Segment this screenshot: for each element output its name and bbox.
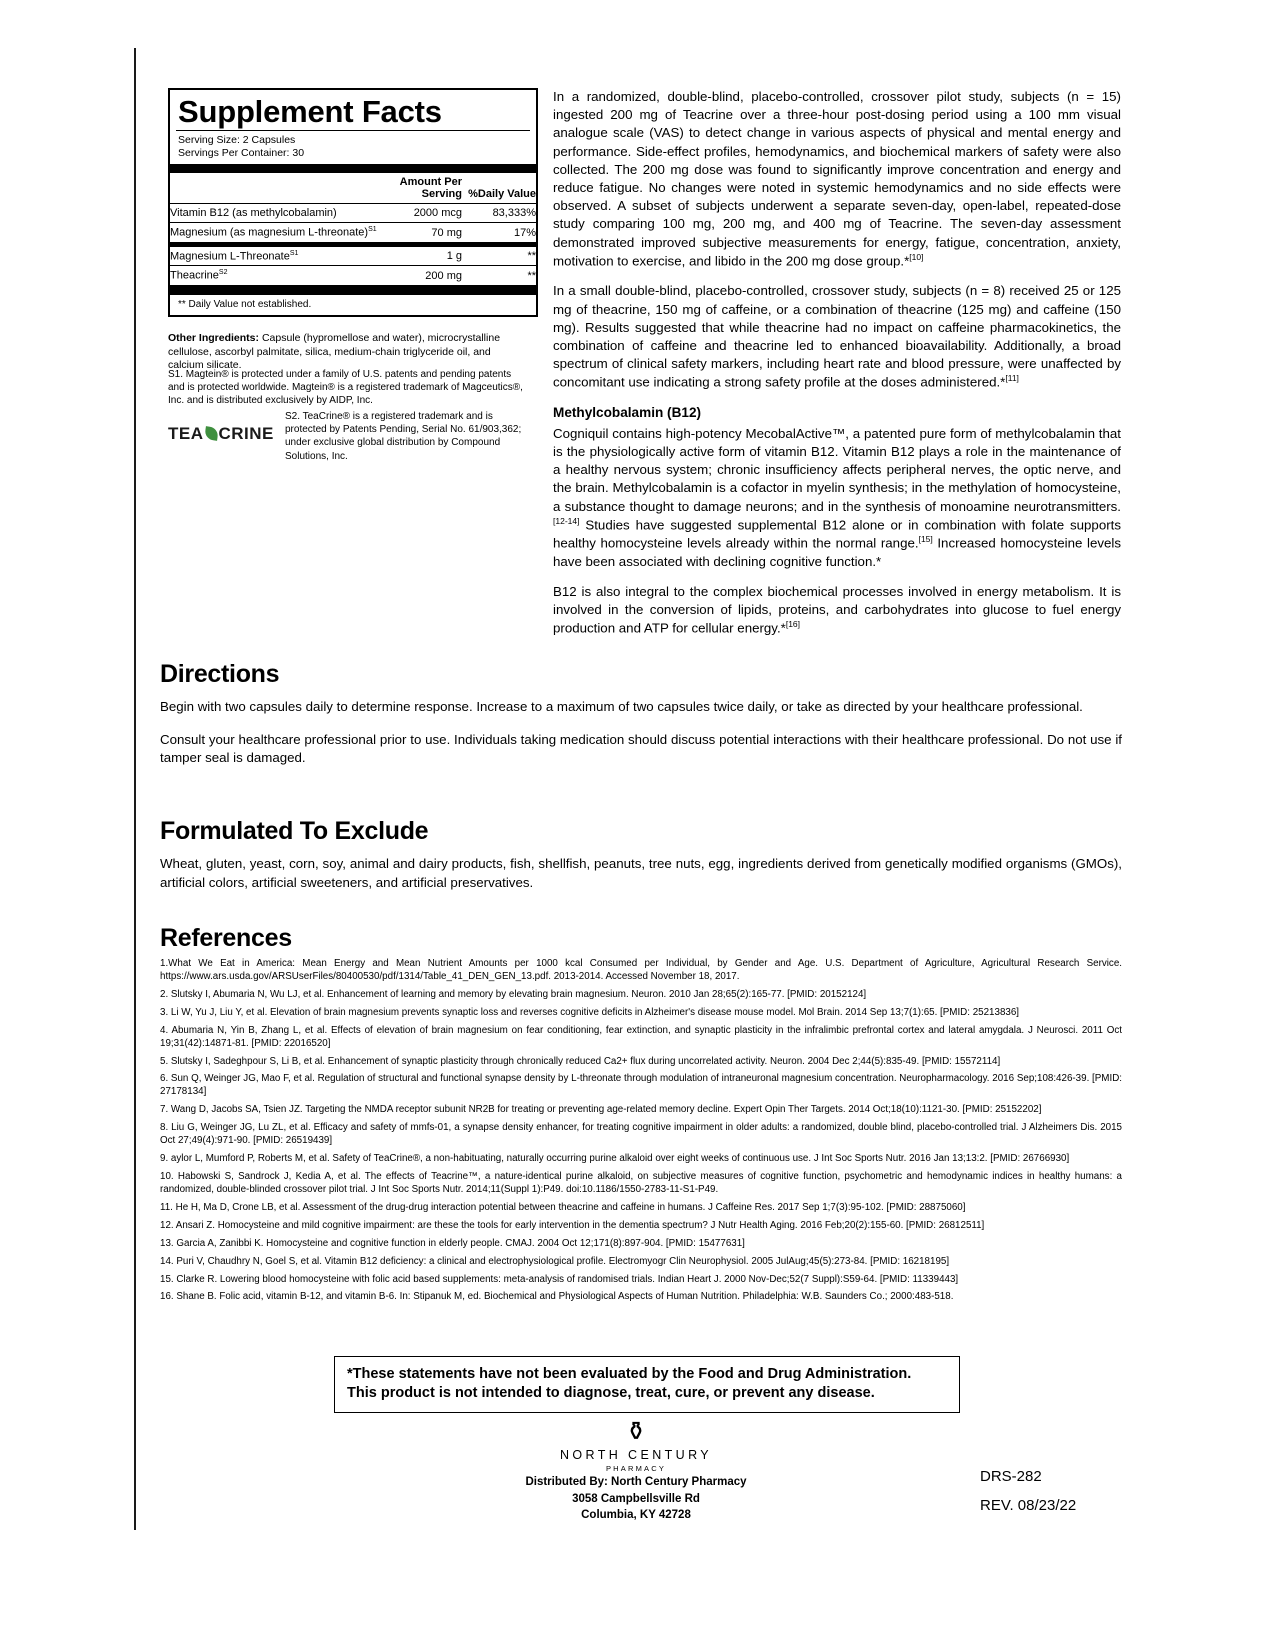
header-daily-value: %Daily Value <box>468 187 536 200</box>
serving-size: Serving Size: 2 Capsules <box>178 133 296 146</box>
nutrition-table <box>170 173 536 243</box>
nutrient-dv: 17% <box>513 226 536 239</box>
street-address: 3058 Campbellsville Rd <box>572 1492 700 1505</box>
paragraph-b12-1: Cogniquil contains high-potency MecobalActive™, a patented pure form of methylcobalamin that is the physiologically active form of vitamin B12. Vitamin B12 plays a role in the maintenance of a healthy nervous system; chronic insufficiency affects peripheral nerves, the optic nerve, and the brain. Methylcobalamin is a cofactor in myelin synthesis; in the methylation of homocysteine, a substance thought to damage neurons; and in the synthesis of monoamine neurotransmitters.[12-14] Studies have suggested supplemental B12 alone or in combination with folate supports healthy homocysteine levels already within the normal range.[15] Increased homocysteine levels have been associated with declining cognitive function.* <box>553 425 1122 569</box>
nutrient-dv: 83,333% <box>492 206 536 219</box>
reference-item: 7. Wang D, Jacobs SA, Tsien JZ. Targeting the NMDA receptor subunit NR2B for treating or preventing age-related memory decline. Expert Opin Ther Targets. 2014 Oct;18(10):1121-30. [PMID: 25152202] <box>160 1104 1042 1116</box>
directions-paragraph-1: Begin with two capsules daily to determine response. Increase to a maximum of two capsules twice daily, or take as directed by your healthcare professional. <box>160 699 1083 714</box>
reference-item: 14. Puri V, Chaudhry N, Goel S, et al. Vitamin B12 deficiency: a clinical and electrophysiological profile. Electromyogr Clin Neurophysiol. 2005 JulAug;45(5):273-84. [PMID: 16218195] <box>160 1255 950 1267</box>
heading-formulated-to-exclude: Formulated To Exclude <box>160 817 429 845</box>
reference-item: 15. Clarke R. Lowering blood homocysteine with folic acid based supplements: meta-analysis of randomised trials. Indian Heart J. 2000 Nov-Dec;52(7 Suppl):S59-64. [PMID: 11339443] <box>160 1273 959 1285</box>
distributor-address <box>450 1474 822 1524</box>
other-ingredients-text: Capsule (hypromellose and water), microcrystalline cellulose, ascorbyl palmitate, silica, medium-chain triglyceride oil, and calcium silicate. <box>168 332 501 372</box>
directions-paragraph-2: Consult your healthcare professional prior to use. Individuals taking medication should discuss potential interactions with their healthcare professional. Do not use if tamper seal is damaged. <box>160 731 1122 766</box>
exclude-paragraph: Wheat, gluten, yeast, corn, soy, animal and dairy products, fish, shellfish, peanuts, tree nuts, egg, ingredients derived from genetically modified organisms (GMOs), artificial colors, artificial sweeteners, and artificial preservatives. <box>160 856 1122 890</box>
heading-directions: Directions <box>160 660 280 688</box>
ref-marker: [10] <box>909 251 924 262</box>
heading-methylcobalamin: Methylcobalamin (B12) <box>553 405 702 421</box>
paragraph-teacrine-study-2: In a small double-blind, placebo-controlled, crossover study, subjects (n = 8) received 25 or 125 mg of theacrine, 150 mg of caffeine, or a combination of theacrine (125 mg) and caffeine (150 mg). Results suggested that while theacrine had no impact on caffeine pharmacokinetics, the combination of caffeine and theacrine led to enhanced bioavailability. Additionally, a broad spectrum of clinical safety markers, including heart rate and blood pressure, were unaffected by concomitant use indicating a strong safety profile at the doses administered.*[11] <box>553 283 1121 390</box>
teacrine-logo-left: TEA <box>168 424 204 443</box>
footnote-marker: S1 <box>368 225 377 233</box>
reference-item: 4. Abumaria N, Yin B, Zhang L, et al. Effects of elevation of brain magnesium on fear conditioning, fear extinction, and synaptic plasticity in the infralimbic prefrontal cortex and lateral amygdala. J Neurosci. 2011 Oct 19;31(42):14871-81. [PMID: 22016520] <box>160 1024 1122 1049</box>
right-column-body <box>553 88 1121 649</box>
s2-footnote: S2. TeaCrine® is a registered trademark and is protected by Patents Pending, Serial No. 61/903,362; under exclusive global distribution by Compound Solutions, Inc. <box>285 411 522 462</box>
directions-body <box>160 698 1122 782</box>
nutrient-amount: 2000 mcg <box>413 206 462 219</box>
doc-id: DRS-282 <box>980 1468 1042 1485</box>
ref-marker: [15] <box>918 534 933 545</box>
table-header-row <box>170 173 536 204</box>
reference-item: 11. He H, Ma D, Crone LB, et al. Assessment of the drug-drug interaction potential between theacrine and caffeine in humans. J Caffeine Res. 2017 Sep 1;7(3):95-102. [PMID: 28875060] <box>160 1201 966 1213</box>
doc-revision: REV. 08/23/22 <box>980 1496 1077 1514</box>
city-state-zip: Columbia, KY 42728 <box>581 1509 691 1522</box>
disclaimer-line-2: This product is not intended to diagnose, treat, cure, or prevent any disease. <box>347 1384 875 1401</box>
reference-item: 12. Ansari Z. Homocysteine and mild cognitive impairment: are these the tools for early intervention in the dementia spectrum? J Nutr Health Aging. 2016 Feb;20(2):155-60. [PMID: 26812511] <box>160 1219 985 1231</box>
brand-name: NORTH CENTURY <box>559 1448 713 1462</box>
mortar-and-pestle-icon: ⚱ <box>625 1416 647 1446</box>
nutrition-table-secondary <box>170 247 536 286</box>
other-ingredients <box>168 332 528 373</box>
reference-item: 13. Garcia A, Zanibbi K. Homocysteine and cognitive function in elderly people. CMAJ. 2004 Oct 12;171(8):897-904. [PMID: 15477631] <box>160 1237 745 1249</box>
teacrine-logo-right: CRINE <box>218 424 274 443</box>
references-list <box>160 958 1122 1309</box>
reference-item: 1.What We Eat in America: Mean Energy and Mean Nutrient Amounts per 1000 kcal Consumed per Individual, by Gender and Age. U.S. Department of Agriculture, Agricultural Research Service. https://www.ars.usda.gov/ARSUserFiles/80400530/pdf/1314/Table_41_DEN_GEN_13.pdf. 2013-2014. Accessed November 18, 2017. <box>160 958 1122 982</box>
ref-marker: [11] <box>1005 373 1019 384</box>
nutrient-dv: ** <box>527 250 536 263</box>
nutrient-dv: ** <box>527 269 536 282</box>
header-amount: Amount Per Serving <box>399 175 462 200</box>
ref-marker: [12-14] <box>553 515 580 526</box>
serving-info <box>170 131 536 164</box>
nutrient-amount: 200 mg <box>425 269 462 282</box>
supplement-facts-title: Supplement Facts <box>178 94 442 129</box>
reference-item: 10. Habowski S, Sandrock J, Kedia A, et al. The effects of Teacrine™, a nature-identical purine alkaloid, on subjective measures of cognitive function, psychometric and hemodynamic indices in healthy humans: a randomized, double-blinded crossover pilot trial. J Int Soc Sports Nutr. 2014;11(Suppl 1):P49. doi:10.1186/1550-2783-11-S1-P49. <box>160 1170 1122 1195</box>
footnote-marker: S2 <box>218 269 228 277</box>
brand-subtitle: PHARMACY <box>605 1464 667 1473</box>
servings-per-container: Servings Per Container: 30 <box>178 146 305 159</box>
ref-marker: [16] <box>785 618 801 629</box>
exclude-body <box>160 855 1122 906</box>
nutrient-name: Vitamin B12 (as methylcobalamin) <box>170 206 337 219</box>
nutrient-name: Theacrine$^{S2}$ <box>170 269 228 282</box>
supplement-facts-panel <box>168 88 538 317</box>
table-row <box>170 203 536 222</box>
reference-item: 3. Li W, Yu J, Liu Y, et al. Elevation of brain magnesium prevents synaptic loss and reverses cognitive deficits in Alzheimer's disease mouse model. Mol Brain. 2014 Sep 13;7(1):65. [PMID: 25213836] <box>160 1006 1020 1018</box>
disclaimer-line-1: *These statements have not been evaluated by the Food and Drug Administration. <box>347 1366 912 1382</box>
leaf-icon <box>204 426 219 441</box>
reference-item: 9. aylor L, Mumford P, Roberts M, et al. Safety of TeaCrine®, a non-habituating, naturally occurring purine alkaloid over eight weeks of continuous use. J Int Soc Sports Nutr. 2016 Jan 13;13:2. [PMID: 26766930] <box>160 1153 1070 1165</box>
nutrient-amount: 70 mg <box>431 226 462 239</box>
reference-item: 6. Sun Q, Weinger JG, Mao F, et al. Regulation of structural and functional synapse density by L-threonate through modulation of intraneuronal magnesium concentration. Neuropharmacology. 2016 Sep;108:426-39. [PMID: 27178134] <box>160 1073 1122 1098</box>
document-identifier <box>980 1463 1160 1520</box>
s1-footnote: S1. Magtein® is protected under a family of U.S. patents and pending patents and is protected worldwide. Magtein® is a registered trademark of Magceutics®, Inc. and is distributed exclusively by AIDP, Inc. <box>168 369 523 407</box>
fda-disclaimer-box <box>334 1356 960 1413</box>
thick-rule-3 <box>170 286 536 295</box>
reference-item: 5. Slutsky I, Sadeghpour S, Li B, et al. Enhancement of synaptic plasticity through chronically reduced Ca2+ flux during uncorrelated activity. Neuron. 2004 Dec 2;44(5):835-49. [PMID: 15572114] <box>160 1055 1001 1067</box>
company-logo <box>556 1418 716 1473</box>
footnote-marker: S1 <box>289 249 299 257</box>
nutrient-amount: 1 g <box>446 250 462 263</box>
teacrine-logo <box>168 424 280 450</box>
table-row <box>170 266 536 286</box>
distributed-by: Distributed By: North Century Pharmacy <box>525 1476 747 1488</box>
left-margin-rule <box>134 48 136 1530</box>
paragraph-b12-2: B12 is also integral to the complex biochemical processes involved in energy metabolism. It is involved in the conversion of lipids, proteins, and carbohydrates into glucose to fuel energy production and ATP for cellular energy.*[16] <box>553 584 1121 636</box>
nutrient-name: Magnesium (as magnesium L-threonate)$^{S1}$ <box>170 225 377 239</box>
header-blank <box>170 173 378 204</box>
reference-item: 16. Shane B. Folic acid, vitamin B-12, and vitamin B-6. In: Stipanuk M, ed. Biochemical and Physiological Aspects of Human Nutrition. Philadelphia: W.B. Saunders Co.; 2000:483-518. <box>160 1291 954 1303</box>
table-row <box>170 247 536 266</box>
table-row <box>170 222 536 242</box>
paragraph-teacrine-study-1: In a randomized, double-blind, placebo-controlled, crossover pilot study, subjects (n = 15) ingested 200 mg of Teacrine over a three-hour post-dosing period using a 100 mm visual analogue scale (VAS) to detect change in various aspects of physical and mental energy and performance. Side-effect profiles, hemodynamics, and biochemical markers of safety were also collected. The 200 mg dose was found to significantly improve concentration and energy and reduce fatigue. No changes were noted in systemic hemodynamics and no side effects were observed. A subset of subjects underwent a separate seven-day, open-label, repeated-dose study comparing 100 mg, 200 mg, and 400 mg of Teacrine. The seven-day assessment demonstrated improved subjective measurements for energy, fatigue, concentration, anxiety, motivation to exercise, and libido in the 200 mg dose group.*[10] <box>553 89 1121 269</box>
other-ingredients-label: Other Ingredients: <box>168 332 260 344</box>
thick-rule-1 <box>170 164 536 173</box>
reference-item: 8. Liu G, Weinger JG, Lu ZL, et al. Efficacy and safety of mmfs-01, a synapse density enhancer, for treating cognitive impairment in older adults: a randomized, double blind, placebo-controlled trial. J Alzheimers Dis. 2015 Oct 27;49(4):971-90. [PMID: 26519439] <box>160 1122 1122 1147</box>
heading-references: References <box>160 924 292 952</box>
nutrient-name: Magnesium L-Threonate$^{S1}$ <box>170 249 299 263</box>
daily-value-footnote: ** Daily Value not established. <box>178 298 312 310</box>
reference-item: 2. Slutsky I, Abumaria N, Wu LJ, et al. Enhancement of learning and memory by elevating brain magnesium. Neuron. 2010 Jan 28;65(2):165-77. [PMID: 20152124] <box>160 988 867 1000</box>
